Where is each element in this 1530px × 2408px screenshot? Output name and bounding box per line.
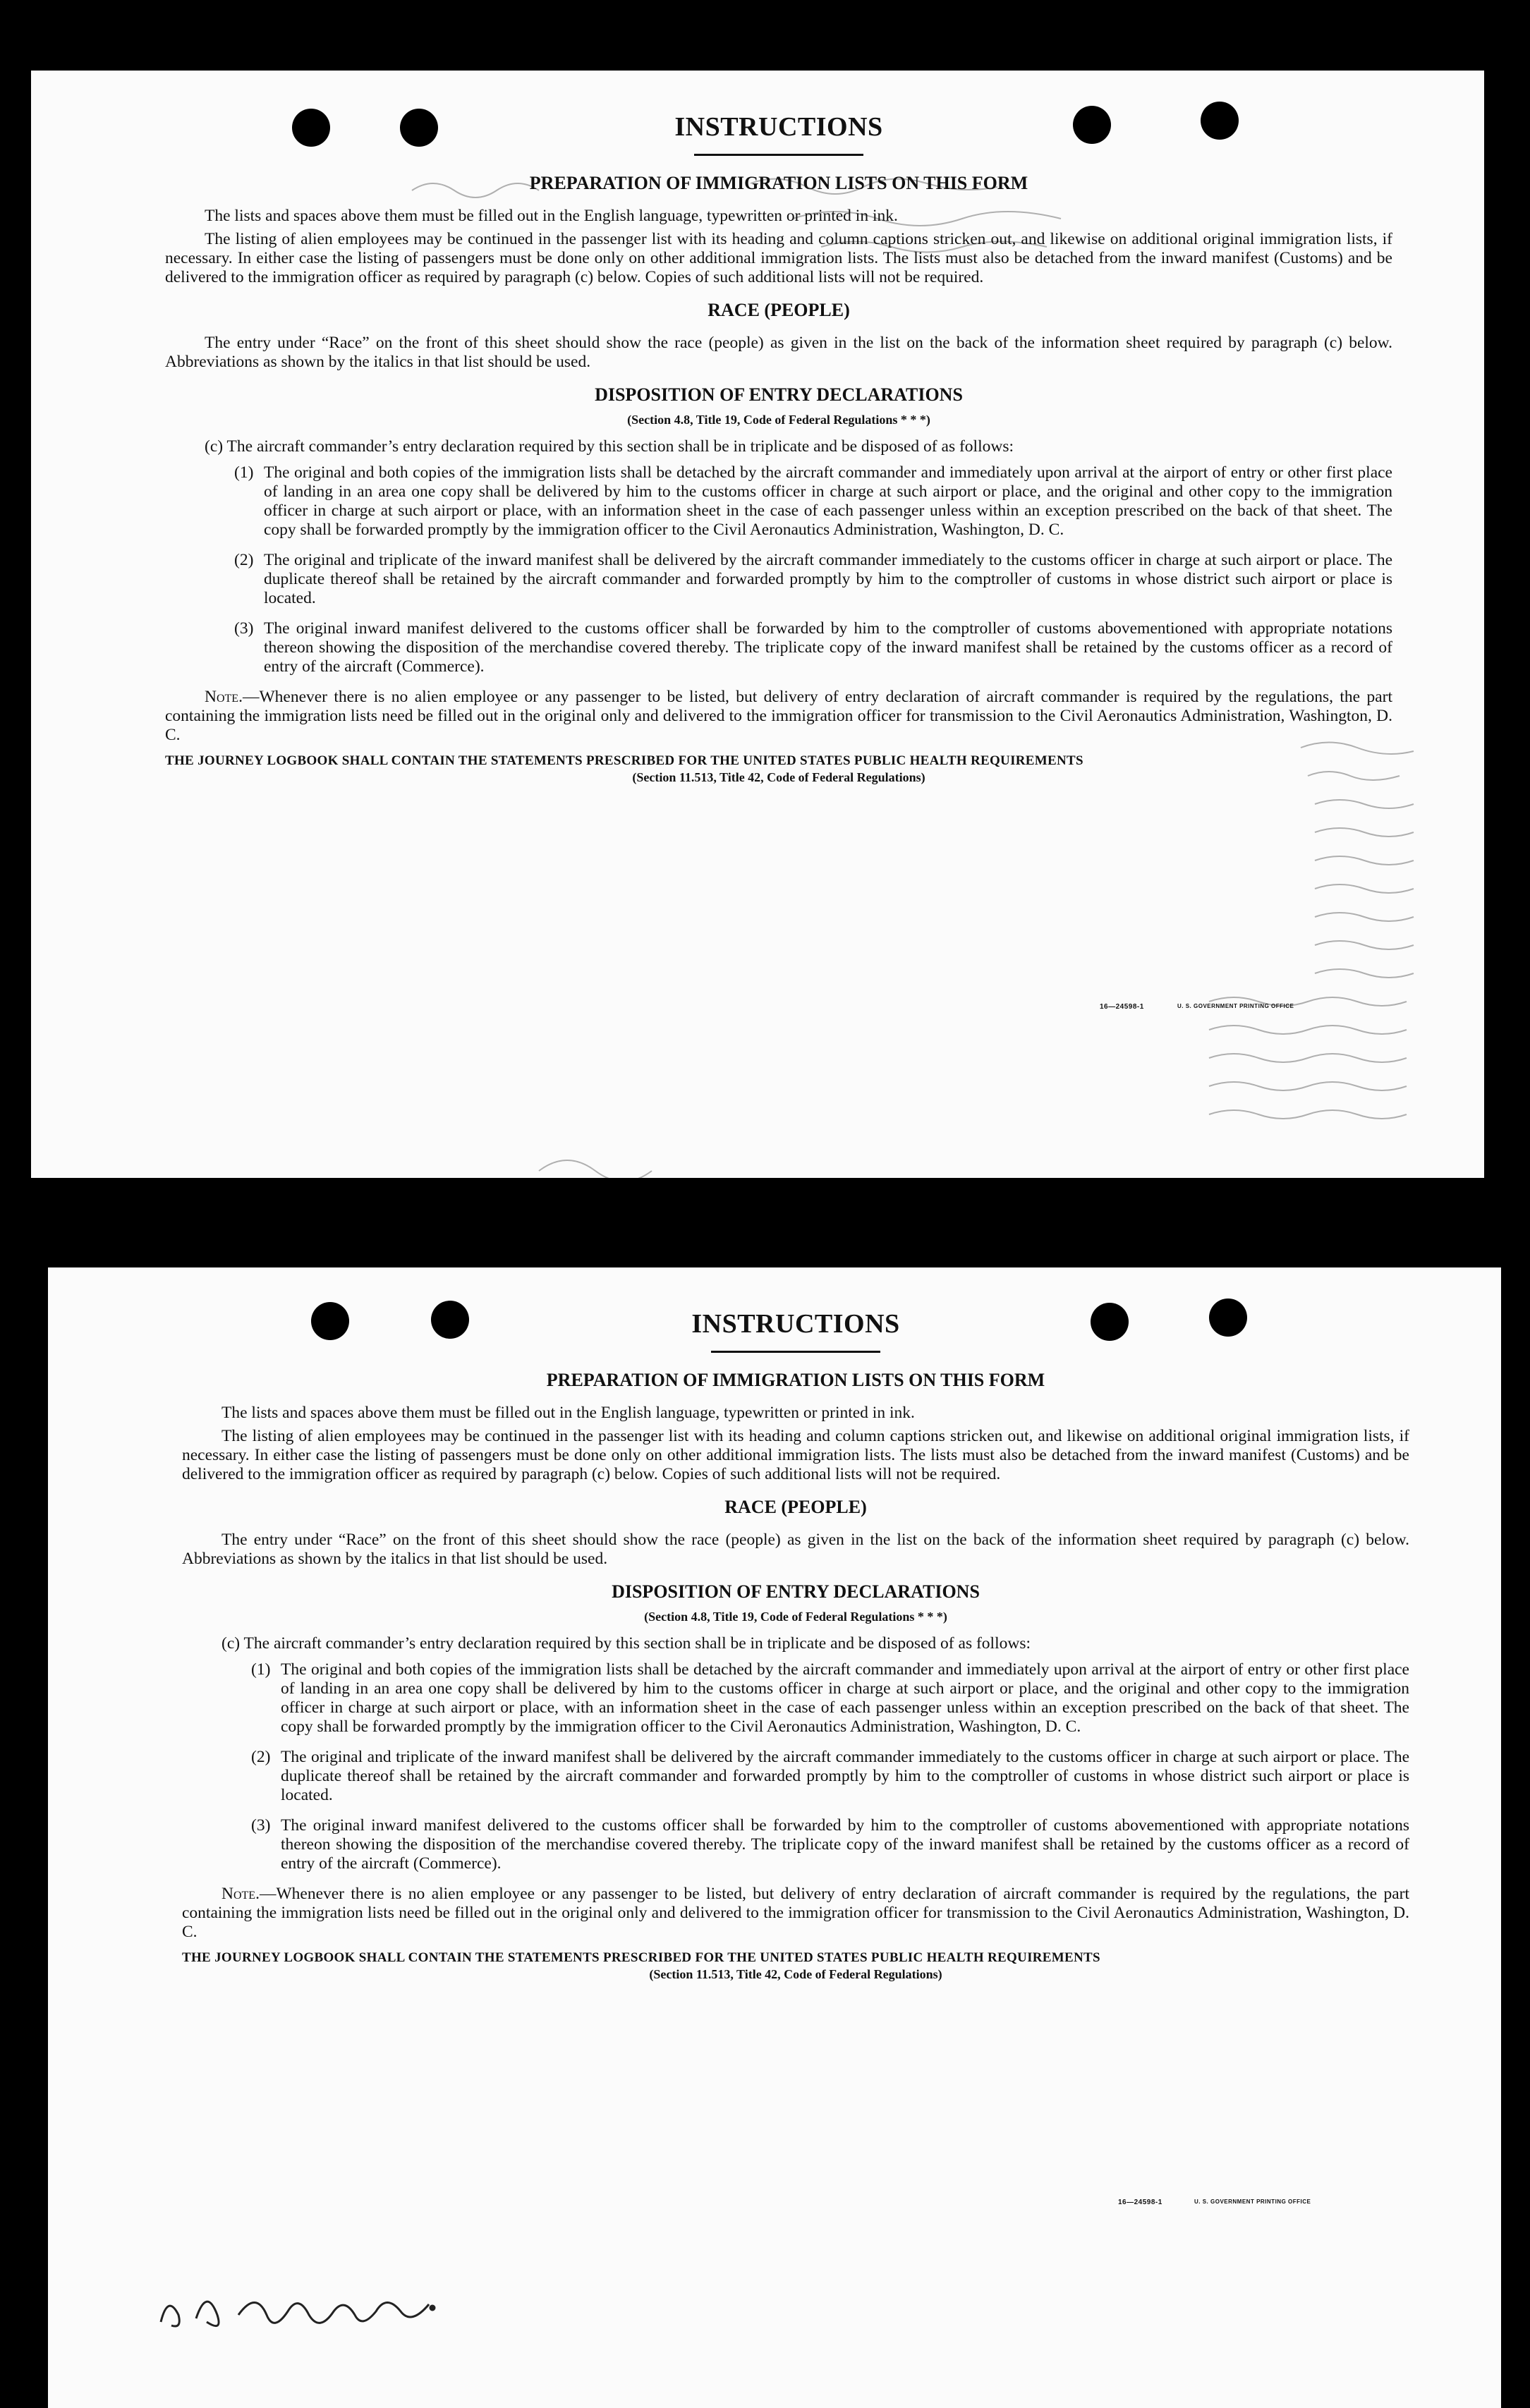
instructions-text-bottom — [182, 1308, 1409, 1982]
signature-image — [154, 2280, 549, 2343]
item-number: (3) — [251, 1816, 271, 1835]
disposition-intro: (c) The aircraft commander’s entry declaration required by this section shall be in triplicate and be disposed of as follows: — [221, 1634, 1031, 1653]
form-number: 16—24598-1 — [1118, 2199, 1162, 2206]
disposition-intro: (c) The aircraft commander’s entry declaration required by this section shall be in triplicate and be disposed of as follows: — [205, 437, 1014, 456]
form-number: 16—24598-1 — [1100, 1003, 1144, 1011]
form-sheet-top — [31, 71, 1484, 1178]
prep-paragraph: The lists and spaces above them must be filled out in the English language, typewritten or printed in ink. — [205, 207, 898, 225]
note-paragraph — [165, 688, 1392, 745]
page-title: INSTRUCTIONS — [674, 112, 883, 142]
page-title: INSTRUCTIONS — [691, 1309, 900, 1339]
disposition-heading: DISPOSITION OF ENTRY DECLARATIONS — [612, 1581, 980, 1602]
item-number: (3) — [234, 619, 254, 638]
instructions-text-top — [165, 111, 1392, 785]
logbook-statement: THE JOURNEY LOGBOOK SHALL CONTAIN THE STATEMENTS PRESCRIBED FOR THE UNITED STATES PUBLIC HEALTH REQUIREMENTS — [165, 753, 1083, 768]
item-number: (2) — [251, 1748, 271, 1766]
item-text: The original and triplicate of the inward manifest shall be delivered by the aircraft commander immediately to the customs officer in charge at such airport or place. The duplicate thereof shall be retained by the aircraft commander and forwarded promptly by him to the comptroller of customs in whose district such airport or place is located. — [281, 1748, 1409, 1804]
logbook-cite: (Section 11.513, Title 42, Code of Federal Regulations) — [632, 770, 925, 784]
list-item — [251, 1660, 1409, 1737]
note-text: —Whenever there is no alien employee or any passenger to be listed, but delivery of entry declaration of aircraft commander is required by the regulations, the part containing the immigration lists need be filled out in the original only and delivered to the immigration officer for transmission to the Civil Aeronautics Administration, Washington, D. C. — [165, 688, 1392, 744]
item-number: (1) — [234, 463, 254, 482]
item-text: The original and both copies of the immigration lists shall be detached by the aircraft commander and immediately upon arrival at the airport of entry or other first place of landing in an area one copy shall be delivered by him to the customs officer in charge at such airport or place, and the original and other copy to the immigration officer in charge at such airport or place, with an information sheet in the case of each passenger unless within an exception prescribed on the back of that sheet. The copy shall be forwarded promptly by the immigration officer to the Civil Aeronautics Administration, Washington, D. C. — [281, 1660, 1409, 1736]
item-number: (2) — [234, 551, 254, 569]
item-text: The original inward manifest delivered to the customs officer shall be forwarded by him to the comptroller of customs abovementioned with appropriate notations thereon showing the disposition of the merchandise covered thereby. The triplicate copy of the inward manifest shall be retained by the customs officer as a record of entry of the aircraft (Commerce). — [281, 1816, 1409, 1873]
form-sheet-bottom — [48, 1267, 1501, 2408]
list-item — [234, 619, 1392, 676]
prep-heading: PREPARATION OF IMMIGRATION LISTS ON THIS FORM — [546, 1370, 1045, 1390]
prep-paragraph: The listing of alien employees may be continued in the passenger list with its heading and column captions stricken out, and likewise on additional original immigration lists, if necessary. In either case the listing of passengers must be done only on other additional immigration lists. The lists must also be detached from the inward manifest (Customs) and be delivered to the immigration officer as required by paragraph (c) below. Copies of such additional lists will not be required. — [165, 230, 1392, 286]
race-heading: RACE (PEOPLE) — [724, 1497, 867, 1517]
item-text: The original inward manifest delivered to the customs officer shall be forwarded by him to the comptroller of customs abovementioned with appropriate notations thereon showing the disposition of the merchandise covered thereby. The triplicate copy of the inward manifest shall be retained by the customs officer as a record of entry of the aircraft (Commerce). — [264, 619, 1392, 676]
disposition-cite: (Section 4.8, Title 19, Code of Federal Regulations * * *) — [627, 413, 930, 427]
printer-credit: U. S. GOVERNMENT PRINTING OFFICE — [1194, 2199, 1311, 2205]
race-paragraph: The entry under “Race” on the front of this sheet should show the race (people) as given in the list on the back of the information sheet required by paragraph (c) below. Abbreviations as shown by the italics in that list should be used. — [165, 334, 1392, 371]
race-heading: RACE (PEOPLE) — [708, 300, 850, 320]
logbook-cite: (Section 11.513, Title 42, Code of Federal Regulations) — [649, 1967, 942, 1981]
list-item — [234, 551, 1392, 608]
list-item — [251, 1748, 1409, 1805]
item-text: The original and triplicate of the inward manifest shall be delivered by the aircraft commander immediately to the customs officer in charge at such airport or place. The duplicate thereof shall be retained by the aircraft commander and forwarded promptly by him to the comptroller of customs in whose district such airport or place is located. — [264, 551, 1392, 607]
printer-credit: U. S. GOVERNMENT PRINTING OFFICE — [1177, 1003, 1294, 1009]
note-text: —Whenever there is no alien employee or any passenger to be listed, but delivery of entry declaration of aircraft commander is required by the regulations, the part containing the immigration lists need be filled out in the original only and delivered to the immigration officer for transmission to the Civil Aeronautics Administration, Washington, D. C. — [182, 1885, 1409, 1941]
note-paragraph — [182, 1885, 1409, 1942]
item-text: The original and both copies of the immigration lists shall be detached by the aircraft commander and immediately upon arrival at the airport of entry or other first place of landing in an area one copy shall be delivered by him to the customs officer in charge at such airport or place, and the original and other copy to the immigration officer in charge at such airport or place, with an information sheet in the case of each passenger unless within an exception prescribed on the back of that sheet. The copy shall be forwarded promptly by the immigration officer to the Civil Aeronautics Administration, Washington, D. C. — [264, 463, 1392, 539]
prep-paragraph: The lists and spaces above them must be filled out in the English language, typewritten or printed in ink. — [221, 1404, 915, 1422]
note-label: Note. — [221, 1885, 260, 1903]
race-paragraph: The entry under “Race” on the front of this sheet should show the race (people) as given in the list on the back of the information sheet required by paragraph (c) below. Abbreviations as shown by the italics in that list should be used. — [182, 1531, 1409, 1568]
prep-heading: PREPARATION OF IMMIGRATION LISTS ON THIS FORM — [529, 173, 1028, 193]
item-number: (1) — [251, 1660, 271, 1679]
list-item — [251, 1816, 1409, 1873]
disposition-cite: (Section 4.8, Title 19, Code of Federal Regulations * * *) — [644, 1610, 947, 1624]
disposition-heading: DISPOSITION OF ENTRY DECLARATIONS — [595, 384, 963, 405]
logbook-statement: THE JOURNEY LOGBOOK SHALL CONTAIN THE STATEMENTS PRESCRIBED FOR THE UNITED STATES PUBLIC HEALTH REQUIREMENTS — [182, 1950, 1100, 1965]
list-item — [234, 463, 1392, 540]
prep-paragraph: The listing of alien employees may be continued in the passenger list with its heading and column captions stricken out, and likewise on additional original immigration lists, if necessary. In either case the listing of passengers must be done only on other additional immigration lists. The lists must also be detached from the inward manifest (Customs) and be delivered to the immigration officer as required by paragraph (c) below. Copies of such additional lists will not be required. — [182, 1427, 1409, 1483]
title-divider — [711, 1351, 880, 1353]
note-label: Note. — [205, 688, 243, 706]
title-divider — [694, 154, 863, 156]
